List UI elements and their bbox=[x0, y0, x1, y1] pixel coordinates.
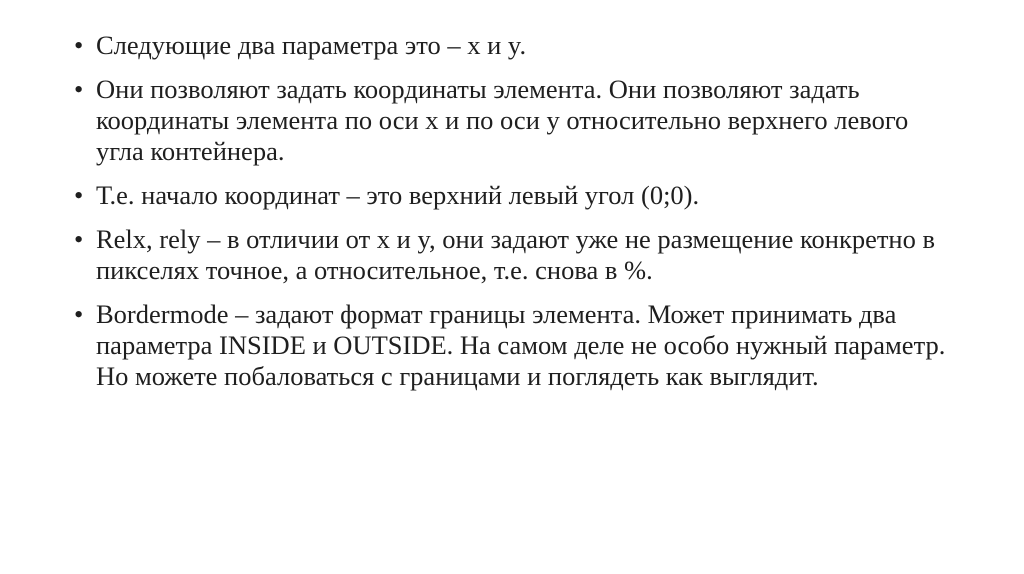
bullet-item bbox=[74, 180, 954, 211]
bullet-icon: • bbox=[74, 224, 84, 254]
bullet-text: Следующие два параметра это – x и y. bbox=[96, 30, 527, 60]
bullet-icon: • bbox=[74, 299, 84, 329]
bullet-icon: • bbox=[74, 74, 84, 104]
bullet-text: Т.е. начало координат – это верхний левый угол (0;0). bbox=[96, 180, 700, 210]
bullet-item bbox=[74, 299, 954, 392]
bullet-text: Они позволяют задать координаты элемента. Они позволяют задать координаты элемента по оси x и по оси y относительно верхнего левого угла контейнера. bbox=[96, 74, 909, 166]
bullet-item bbox=[74, 74, 954, 167]
bullet-icon: • bbox=[74, 30, 84, 60]
bullet-text: Bordermode – задают формат границы элемента. Может принимать два параметра INSIDE и OUTSIDE. На самом деле не особо нужный параметр. Но можете побаловаться с границами и поглядеть как выглядит. bbox=[96, 299, 946, 391]
bullet-icon: • bbox=[74, 180, 84, 210]
bullet-item bbox=[74, 224, 954, 286]
bullet-item bbox=[74, 30, 954, 61]
bullet-text: Relx, rely – в отличии от x и y, они задают уже не размещение конкретно в пикселях точное, а относительное, т.е. снова в %. bbox=[96, 224, 935, 285]
bullet-list bbox=[74, 30, 954, 405]
